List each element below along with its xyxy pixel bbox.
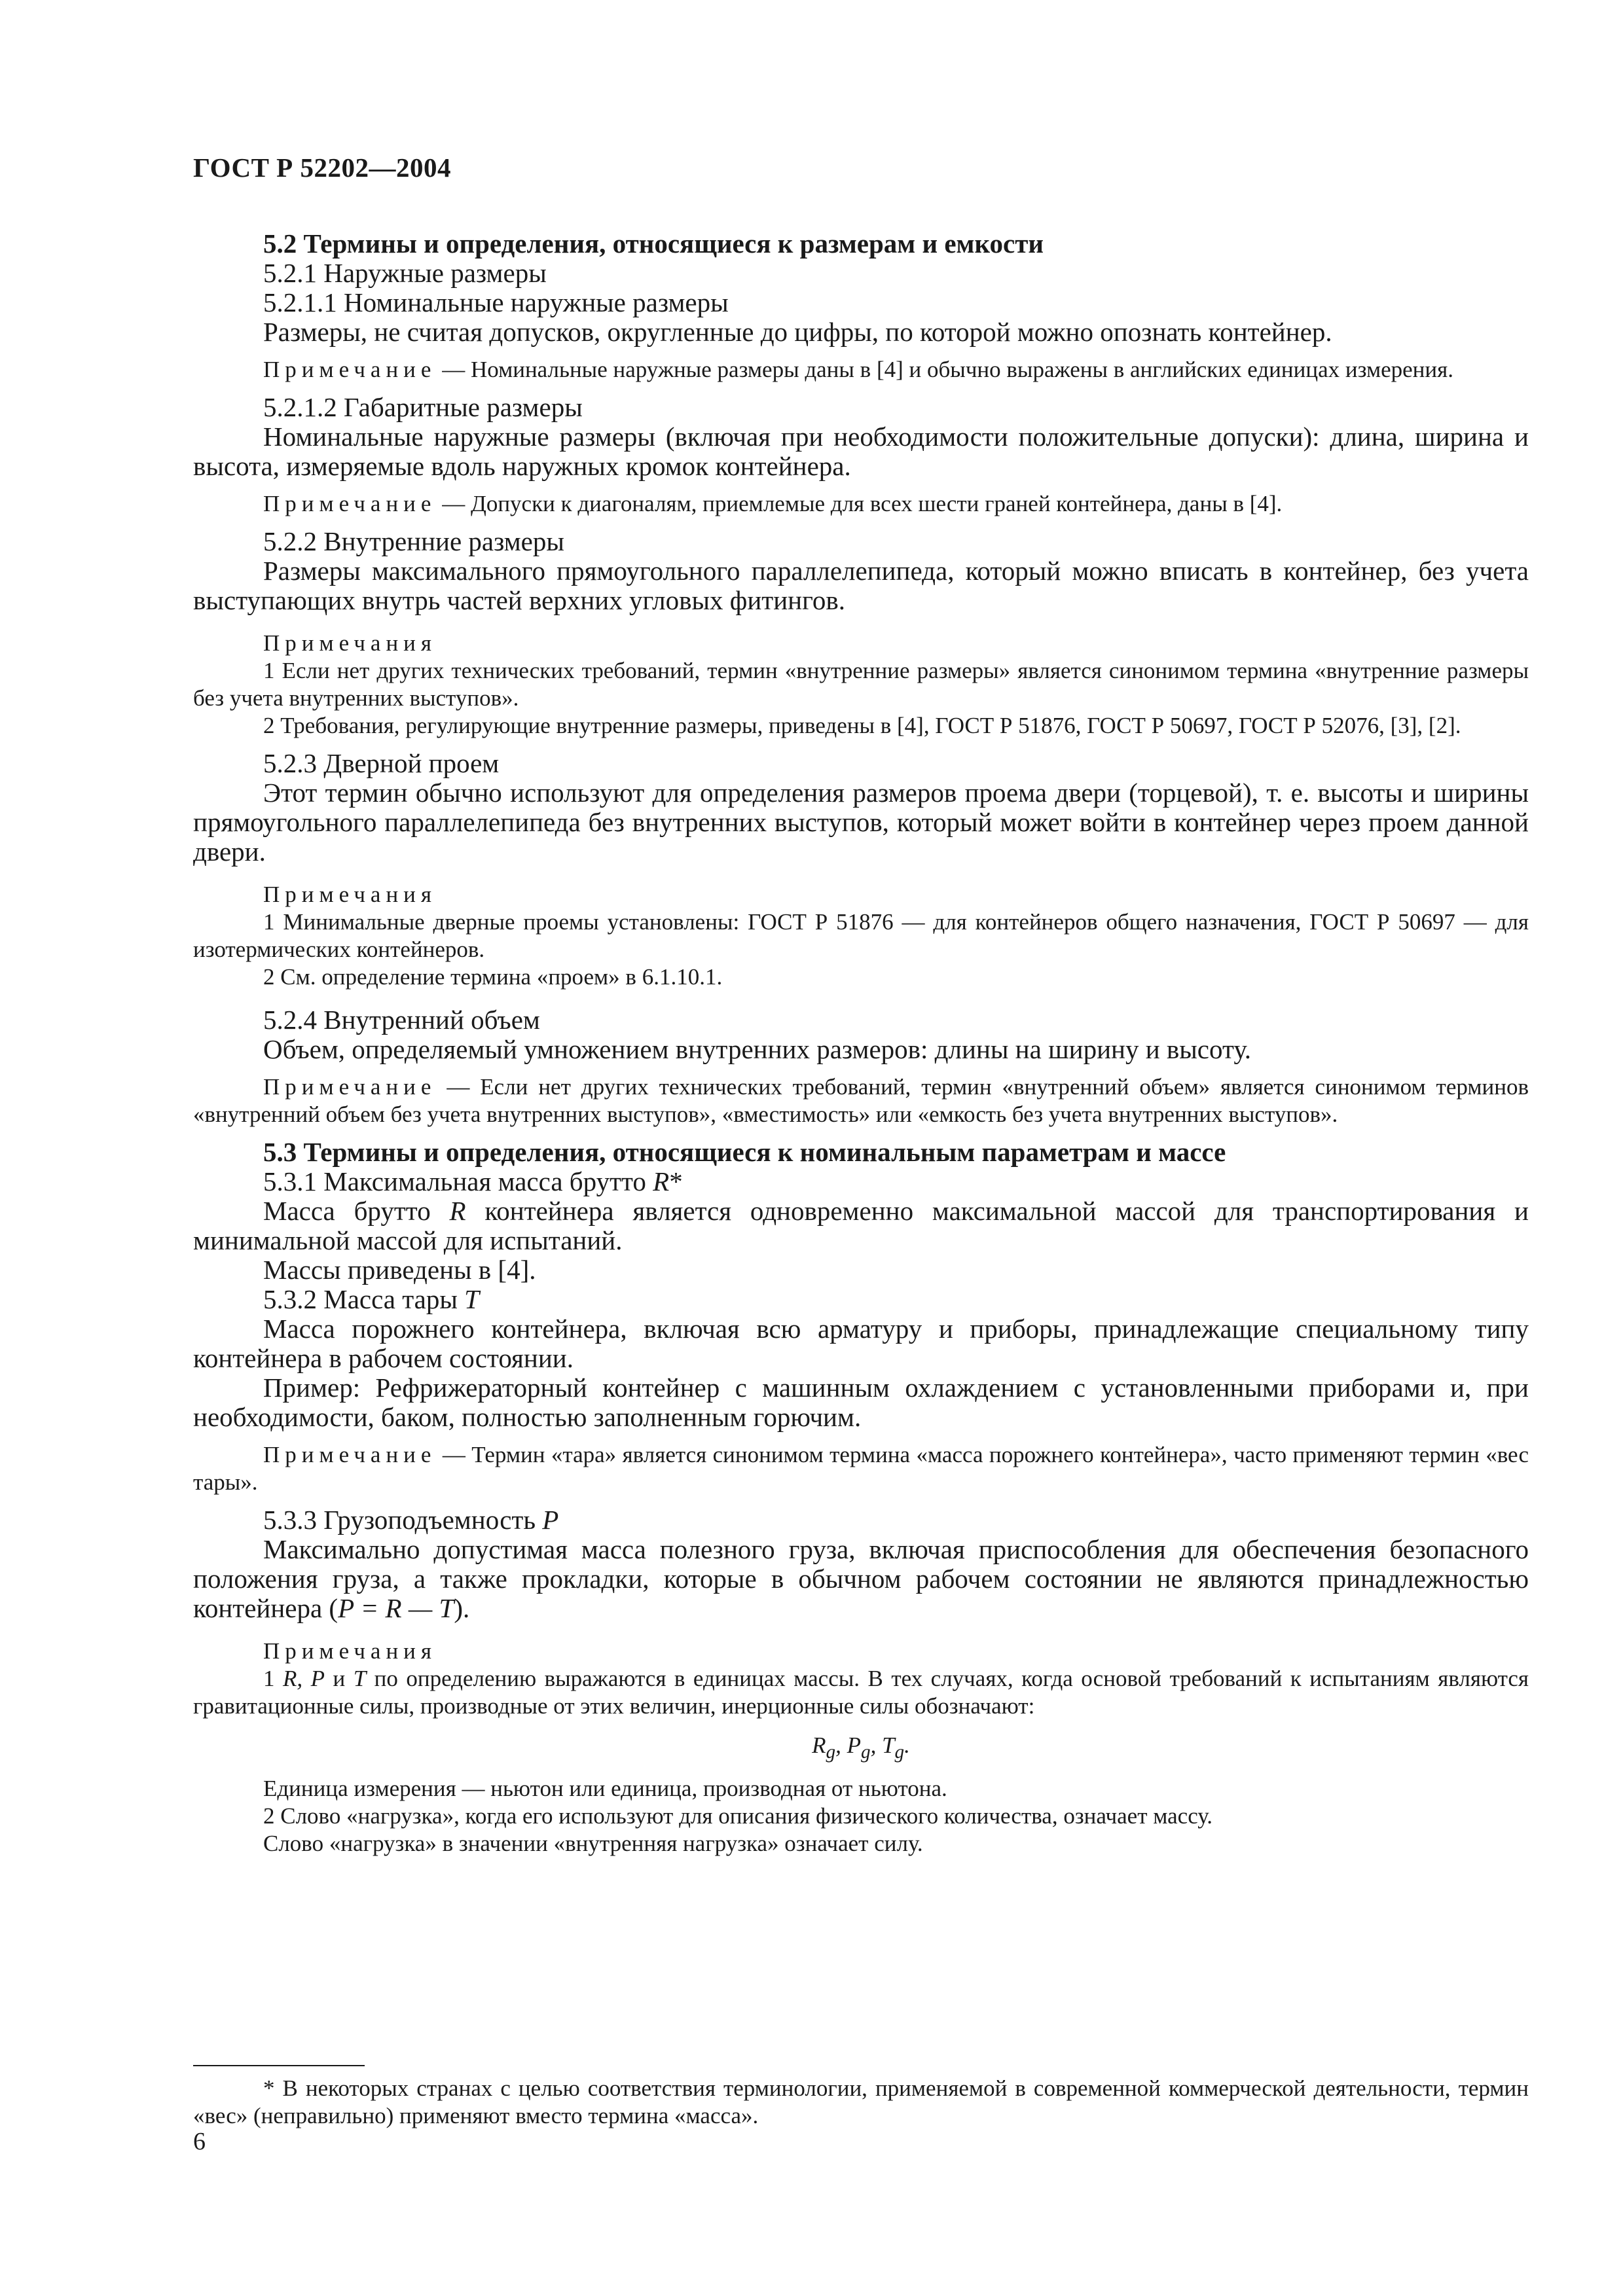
definition-5-2-2: Размеры максимального прямоугольного параллелепипеда, который можно вписать в контейнер, без учета выступающих внутрь частей верхних угловых фитингов.	[193, 556, 1529, 615]
term-5-3-1	[193, 1167, 1529, 1196]
note-label: Примечание	[263, 1074, 437, 1100]
page-number: 6	[193, 2128, 206, 2155]
term-5-3-2	[193, 1285, 1529, 1314]
note-5-3-2	[193, 1441, 1529, 1496]
term-5-2-1-2: 5.2.1.2 Габаритные размеры	[263, 392, 583, 422]
term-text: 5.3.3 Грузоподъемность	[263, 1505, 543, 1535]
note-5-2-4	[193, 1073, 1529, 1128]
formula-inline: P = R — T	[338, 1593, 454, 1623]
definition-5-3-2: Масса порожнего контейнера, включая всю арматуру и приборы, принадлежащие специальному типу контейнера в рабочем состоянии.	[193, 1314, 1529, 1373]
symbols: R, P	[282, 1666, 325, 1691]
term-5-2-2: 5.2.2 Внутренние размеры	[263, 526, 564, 556]
note-5-2-2-2: 2 Требования, регулирующие внутренние размеры, приведены в [4], ГОСТ Р 51876, ГОСТ Р 50697, ГОСТ Р 52076, [3], [2].	[263, 713, 1461, 738]
definition-text: ).	[454, 1593, 470, 1623]
symbol-P: P	[542, 1505, 559, 1535]
formula-forces: $R_g$, $P_g$, $T_g$.	[812, 1732, 910, 1763]
symbol-R: R	[653, 1166, 670, 1196]
symbol-T: T	[464, 1284, 479, 1314]
note-text: и	[324, 1666, 354, 1691]
footnote	[193, 2075, 1529, 2130]
note-5-2-3-1: 1 Минимальные дверные проемы установлены: ГОСТ Р 51876 — для контейнеров общего назначения, ГОСТ Р 50697 — для изотермических контейнеров.	[193, 909, 1529, 962]
note-5-2-1-2	[193, 490, 1529, 518]
symbol-P: P	[847, 1732, 861, 1758]
note-5-2-1-1	[193, 356, 1529, 384]
term-5-3-3	[193, 1505, 1529, 1535]
note-text: — Номинальные наружные размеры даны в [4] и обычно выражены в английских единицах измерения.	[436, 357, 1453, 382]
note-label: Примечание	[263, 491, 437, 516]
subscript-g: g	[894, 1742, 905, 1763]
definition-text: Максимально допустимая масса полезного груза, включая приспособления для обеспечения безопасного положения груза, а также прокладки, которые в обычном рабочем состоянии не являются принадлежностью контейнера (	[193, 1534, 1529, 1623]
term-5-2-4: 5.2.4 Внутренний объем	[263, 1005, 540, 1035]
note-5-3-3-1	[193, 1665, 1529, 1720]
subscript-g: g	[860, 1742, 871, 1763]
notes-title: Примечания	[263, 630, 437, 656]
term-text: 5.3.1 Максимальная масса брутто	[263, 1166, 653, 1196]
definition-5-3-1-ref: Массы приведены в [4].	[263, 1255, 536, 1285]
term-5-2-1-1: 5.2.1.1 Номинальные наружные размеры	[263, 287, 729, 317]
section-heading-5-2: 5.2 Термины и определения, относящиеся к размерам и емкости	[263, 228, 1044, 259]
definition-5-2-1-1: Размеры, не считая допусков, округленные до цифры, по которой можно опознать контейнер.	[263, 317, 1332, 347]
notes-title: Примечания	[263, 1638, 437, 1664]
symbol-R: R	[812, 1732, 826, 1758]
definition-5-2-3: Этот термин обычно используют для определения размеров проема двери (торцевой), т. е. высоты и ширины прямоугольного параллелепипеда без внутренних выступов, который может войти в контейнер через проем данной двери.	[193, 778, 1529, 867]
document-header: ГОСТ Р 52202—2004	[193, 152, 451, 183]
notes-title: Примечания	[263, 882, 437, 907]
note-5-3-3-3: Слово «нагрузка» в значении «внутренняя нагрузка» означает силу.	[263, 1831, 923, 1856]
section-heading-5-3: 5.3 Термины и определения, относящиеся к номинальным параметрам и массе	[263, 1137, 1226, 1167]
document-body	[193, 229, 1529, 1857]
symbol-T: T	[353, 1666, 367, 1691]
term-text: 5.3.2 Масса тары	[263, 1284, 465, 1314]
symbol-T: T	[882, 1732, 895, 1758]
definition-5-3-3	[193, 1535, 1529, 1623]
definition-5-2-1-2: Номинальные наружные размеры (включая при необходимости положительные допуски): длина, ширина и высота, измеряемые вдоль наружных кромок контейнера.	[193, 422, 1529, 481]
note-text: — Допуски к диагоналям, приемлемые для всех шести граней контейнера, даны в [4].	[436, 491, 1283, 516]
footnote-text: * В некоторых странах с целью соответствия терминологии, применяемой в современной коммерческой деятельности, термин «вес» (неправильно) применяют вместо термина «масса».	[193, 2075, 1529, 2128]
subscript-g: g	[826, 1742, 836, 1763]
note-text: — Термин «тара» является синонимом термина «масса порожнего контейнера», часто применяют термин «вес тары».	[193, 1442, 1529, 1495]
note-text: по определению выражаются в единицах массы. В тех случаях, когда основой требований к испытаниям являются гравитационные силы, производные от этих величин, инерционные силы обозначают:	[193, 1666, 1529, 1719]
note-text: 1	[263, 1666, 283, 1691]
note-5-3-3-2: 2 Слово «нагрузка», когда его используют для описания физического количества, означает массу.	[263, 1803, 1213, 1829]
example-5-3-2: Пример: Рефрижераторный контейнер с машинным охлаждением с установленными приборами и, при необходимости, баком, полностью заполненным горючим.	[193, 1372, 1529, 1432]
note-5-2-2-1: 1 Если нет других технических требований, термин «внутренние размеры» является синонимом термина «внутренние размеры без учета внутренних выступов».	[193, 658, 1529, 711]
note-label: Примечание	[263, 1442, 437, 1467]
footnote-divider	[193, 2065, 365, 2066]
note-text: — Если нет других технических требований, термин «внутренний объем» является синонимом терминов «внутренний объем без учета внутренних выступов», «вместимость» или «емкость без учета внутренних выступов».	[193, 1074, 1529, 1127]
note-5-2-3-2: 2 См. определение термина «проем» в 6.1.10.1.	[263, 964, 723, 990]
footnote-marker: *	[669, 1166, 683, 1196]
definition-5-2-4: Объем, определяемый умножением внутренних размеров: длины на ширину и высоту.	[263, 1034, 1251, 1064]
note-label: Примечание	[263, 357, 437, 382]
document-page	[193, 0, 1529, 2296]
definition-5-3-1	[193, 1196, 1529, 1255]
definition-text: контейнера является одновременно максимальной массой для транспортирования и минимальной массой для испытаний.	[193, 1196, 1529, 1255]
symbol-R: R	[449, 1196, 466, 1226]
term-5-2-1: 5.2.1 Наружные размеры	[263, 258, 547, 288]
note-5-3-3-unit: Единица измерения — ньютон или единица, производная от ньютона.	[263, 1776, 947, 1801]
definition-text: Масса брутто	[263, 1196, 450, 1226]
term-5-2-3: 5.2.3 Дверной проем	[263, 748, 500, 778]
